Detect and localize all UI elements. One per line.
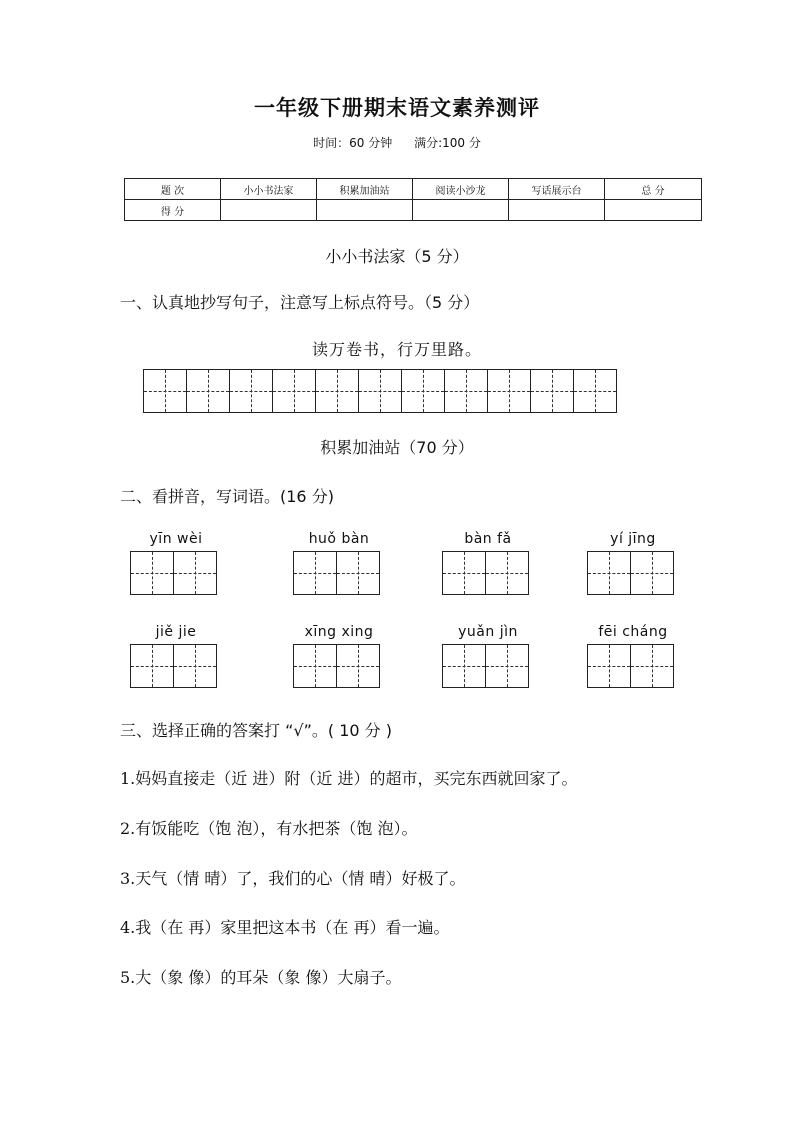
word-grid — [442, 551, 529, 595]
pinyin-label: fēi cháng — [598, 624, 668, 640]
writing-cell[interactable] — [293, 644, 337, 688]
writing-cell[interactable] — [587, 644, 631, 688]
score-row-label: 得 分 — [125, 200, 221, 221]
pinyin-label: yí jīng — [610, 531, 656, 547]
choice-item[interactable]: 5.大（象 像）的耳朵（象 像）大扇子。 — [120, 968, 402, 987]
writing-cell[interactable] — [573, 369, 617, 413]
word-grid — [293, 551, 380, 595]
writing-cell[interactable] — [485, 551, 529, 595]
copy-writing-grid — [143, 369, 617, 413]
writing-cell[interactable] — [229, 369, 273, 413]
writing-cell[interactable] — [487, 369, 531, 413]
score-header-cell: 阅读小沙龙 — [413, 179, 509, 200]
writing-cell[interactable] — [130, 644, 174, 688]
score-header-cell: 小小书法家 — [221, 179, 317, 200]
word-grid — [130, 551, 217, 595]
score-input-cell[interactable] — [221, 200, 317, 221]
question-1-heading: 一、认真地抄写句子，注意写上标点符号。（5 分） — [120, 293, 480, 312]
writing-cell[interactable] — [293, 551, 337, 595]
writing-cell[interactable] — [587, 551, 631, 595]
score-header-cell: 题 次 — [125, 179, 221, 200]
choice-item[interactable]: 2.有饭能吃（饱 泡），有水把茶（饱 泡）。 — [120, 819, 418, 838]
writing-cell[interactable] — [358, 369, 402, 413]
writing-cell[interactable] — [173, 644, 217, 688]
score-input-cell[interactable] — [413, 200, 509, 221]
writing-cell[interactable] — [315, 369, 359, 413]
exam-title: 一年级下册期末语文素养测评 — [254, 95, 540, 120]
section-title-accumulation: 积累加油站（70 分） — [320, 438, 474, 457]
writing-cell[interactable] — [173, 551, 217, 595]
choice-item[interactable]: 4.我（在 再）家里把这本书（在 再）看一遍。 — [120, 918, 450, 937]
pinyin-label: xīng xing — [304, 624, 374, 640]
time-limit: 时间：60 分钟 — [313, 136, 393, 150]
score-table-header-row — [125, 179, 702, 200]
writing-cell[interactable] — [442, 644, 486, 688]
pinyin-label: yīn wèi — [149, 531, 203, 547]
pinyin-label: huǒ bàn — [308, 531, 370, 547]
score-header-cell: 积累加油站 — [317, 179, 413, 200]
score-table — [124, 178, 702, 221]
writing-cell[interactable] — [336, 644, 380, 688]
writing-cell[interactable] — [444, 369, 488, 413]
pinyin-label: jiě jie — [155, 624, 197, 640]
writing-cell[interactable] — [272, 369, 316, 413]
writing-cell[interactable] — [630, 551, 674, 595]
score-input-cell[interactable] — [509, 200, 605, 221]
word-grid — [130, 644, 217, 688]
word-grid — [442, 644, 529, 688]
writing-cell[interactable] — [130, 551, 174, 595]
score-header-cell: 写话展示台 — [509, 179, 605, 200]
word-grid — [587, 644, 674, 688]
word-grid — [293, 644, 380, 688]
score-table-score-row — [125, 200, 702, 221]
writing-cell[interactable] — [485, 644, 529, 688]
score-header-cell: 总 分 — [605, 179, 702, 200]
question-2-heading: 二、看拼音，写词语。(16 分) — [120, 487, 334, 506]
writing-cell[interactable] — [442, 551, 486, 595]
writing-cell[interactable] — [186, 369, 230, 413]
model-sentence: 读万卷书，行万里路。 — [311, 340, 482, 359]
writing-cell[interactable] — [401, 369, 445, 413]
writing-cell[interactable] — [143, 369, 187, 413]
pinyin-label: bàn fǎ — [464, 531, 512, 547]
score-input-cell[interactable] — [605, 200, 702, 221]
full-score: 满分:100 分 — [414, 136, 481, 150]
choice-item[interactable]: 3.天气（情 晴）了，我们的心（情 晴）好极了。 — [120, 869, 466, 888]
exam-subtitle — [0, 134, 794, 151]
choice-item[interactable]: 1.妈妈直接走（近 进）附（近 进）的超市，买完东西就回家了。 — [120, 769, 578, 788]
word-grid — [587, 551, 674, 595]
writing-cell[interactable] — [630, 644, 674, 688]
question-3-heading: 三、选择正确的答案打 “√”。( 10 分 ) — [120, 721, 392, 740]
section-title-calligraphy: 小小书法家（5 分） — [325, 247, 469, 266]
pinyin-label: yuǎn jìn — [458, 624, 518, 640]
writing-cell[interactable] — [530, 369, 574, 413]
writing-cell[interactable] — [336, 551, 380, 595]
score-input-cell[interactable] — [317, 200, 413, 221]
